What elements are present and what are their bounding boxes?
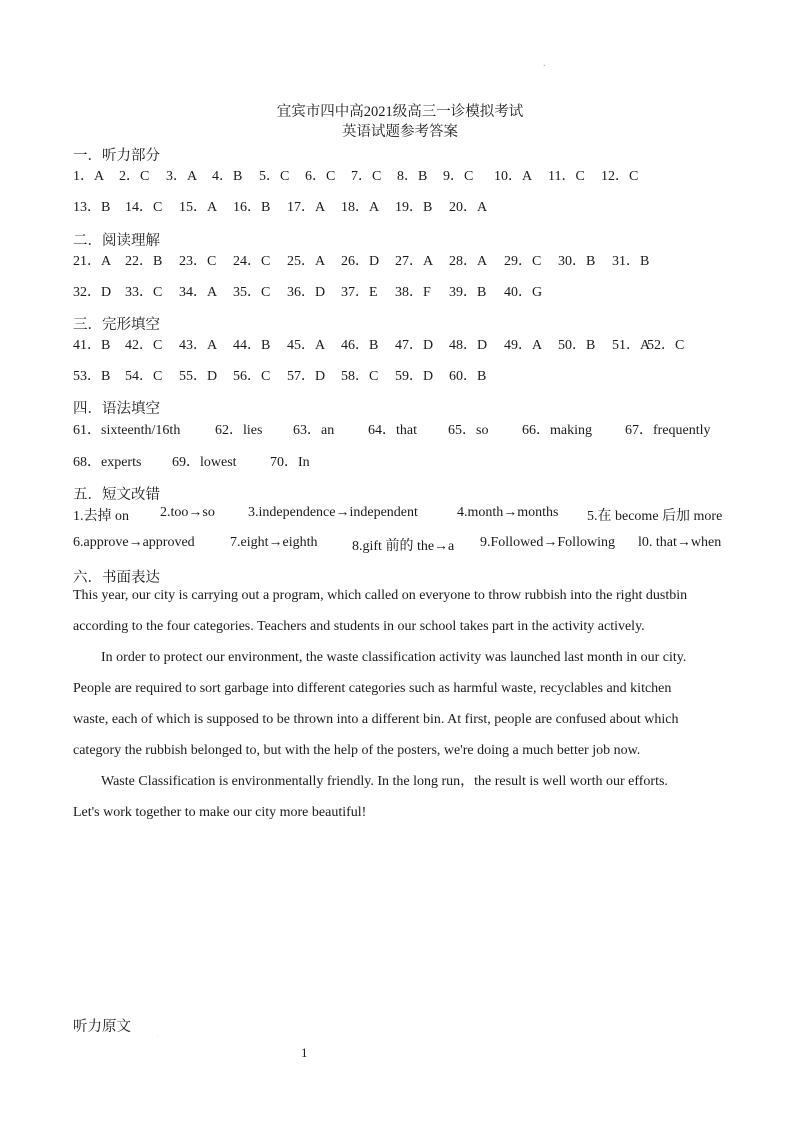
answer-item: 6．C: [305, 169, 336, 184]
answer-item: 6.approve→approved: [73, 535, 195, 550]
answer-item: 43．A: [179, 338, 218, 353]
answer-item: 32．D: [73, 285, 112, 300]
page-title: 宜宾市四中高2021级高三一诊模拟考试: [276, 104, 524, 120]
answer-item: 49．A: [504, 338, 543, 353]
answer-item: 35．C: [233, 285, 271, 300]
answer-item: 37．E: [341, 285, 378, 300]
answer-item: 8．B: [397, 169, 428, 184]
answer-item: 7．C: [351, 169, 382, 184]
answer-item: 65．so: [448, 423, 489, 438]
answer-item: 46．B: [341, 338, 379, 353]
answer-item: 11．C: [548, 169, 585, 184]
answer-item: 5.在 become 后加 more: [587, 509, 723, 524]
passage-line: according to the four categories. Teachers and students in our school takes part in the activity actively.: [73, 619, 645, 634]
answer-item: 18．A: [341, 200, 380, 215]
passage-line: This year, our city is carrying out a program, which called on everyone to throw rubbish into the right dustbin: [73, 588, 688, 603]
answer-item: 9.Followed→Following: [480, 535, 615, 550]
answer-item: 20．A: [449, 200, 488, 215]
answer-item: 70．In: [270, 455, 310, 470]
section-heading-correction: 五．短文改错: [73, 487, 160, 503]
passage-line: category the rubbish belonged to, but with the help of the posters, we're doing a much better job now.: [73, 743, 641, 758]
answer-item: 69．lowest: [172, 455, 237, 470]
answer-item: 2．C: [119, 169, 150, 184]
answer-item: 8.gift 前的 the→a: [352, 539, 455, 554]
answer-item: 42．C: [125, 338, 163, 353]
answer-item: 62．lies: [215, 423, 263, 438]
passage-line: Let's work together to make our city more beautiful!: [73, 805, 367, 820]
section-heading-reading: 二．阅读理解: [73, 233, 160, 249]
answer-item: 51．A: [612, 338, 651, 353]
scan-speck: .: [157, 1033, 159, 1039]
answer-item: 7.eight→eighth: [230, 535, 318, 550]
answer-item: 2.too→so: [160, 505, 215, 520]
answer-item: 47．D: [395, 338, 434, 353]
answer-item: 45．A: [287, 338, 326, 353]
answer-item: 1.去掉 on: [73, 509, 129, 524]
answer-item: 56．C: [233, 369, 271, 384]
answer-item: 3．A: [166, 169, 198, 184]
answer-item: 39．B: [449, 285, 487, 300]
answer-item: 58．C: [341, 369, 379, 384]
scan-speck: .: [543, 58, 546, 69]
section-heading-cloze: 三．完形填空: [73, 317, 160, 333]
answer-item: 53．B: [73, 369, 111, 384]
answer-item: 26．D: [341, 254, 380, 269]
answer-item: 50．B: [558, 338, 596, 353]
answer-item: 63．an: [293, 423, 335, 438]
answer-item: 52．C: [647, 338, 685, 353]
answer-item: 21．A: [73, 254, 112, 269]
answer-item: 59．D: [395, 369, 434, 384]
answer-item: 3.independence→independent: [248, 505, 418, 520]
answer-item: 4.month→months: [457, 505, 559, 520]
answer-item: 60．B: [449, 369, 487, 384]
answer-item: 12．C: [601, 169, 639, 184]
answer-item: 25．A: [287, 254, 326, 269]
answer-item: 48．D: [449, 338, 488, 353]
answer-item: 36．D: [287, 285, 326, 300]
answer-item: 22．B: [125, 254, 163, 269]
answer-item: l0. that→when: [638, 535, 722, 550]
section-heading-writing: 六．书面表达: [73, 570, 160, 586]
answer-item: 15．A: [179, 200, 218, 215]
answer-item: 54．C: [125, 369, 163, 384]
answer-item: 64．that: [368, 423, 417, 438]
section-heading-listening: 一．听力部分: [73, 148, 160, 164]
passage-line: In order to protect our environment, the waste classification activity was launched last month in our city.: [101, 650, 687, 665]
answer-item: 28．A: [449, 254, 488, 269]
passage-line: Waste Classification is environmentally friendly. In the long run，the result is well worth our efforts.: [101, 774, 668, 789]
answer-item: 61．sixteenth/16th: [73, 423, 181, 438]
answer-item: 33．C: [125, 285, 163, 300]
answer-item: 30．B: [558, 254, 596, 269]
answer-item: 38．F: [395, 285, 431, 300]
answer-item: 34．A: [179, 285, 218, 300]
section-heading-grammar: 四．语法填空: [73, 401, 160, 417]
answer-item: 14．C: [125, 200, 163, 215]
answer-item: 29．C: [504, 254, 542, 269]
answer-item: 5．C: [259, 169, 290, 184]
writing-passage: [73, 580, 733, 828]
answer-item: 67．frequently: [625, 423, 711, 438]
answer-item: 55．D: [179, 369, 218, 384]
answer-item: 68．experts: [73, 455, 142, 470]
answer-item: 41．B: [73, 338, 111, 353]
answer-item: 40．G: [504, 285, 543, 300]
answer-item: 9．C: [443, 169, 474, 184]
answer-item: 24．C: [233, 254, 271, 269]
answer-item: 4．B: [212, 169, 243, 184]
answer-item: 57．D: [287, 369, 326, 384]
answer-item: 16．B: [233, 200, 271, 215]
answer-item: 27．A: [395, 254, 434, 269]
listening-transcript-label: 听力原文: [73, 1019, 131, 1035]
answer-item: 13．B: [73, 200, 111, 215]
answer-item: 10．A: [494, 169, 533, 184]
page-number: 1: [301, 1045, 308, 1060]
answer-item: 17．A: [287, 200, 326, 215]
answer-item: 31．B: [612, 254, 650, 269]
passage-line: waste, each of which is supposed to be thrown into a different bin. At first, people are confused about which: [73, 712, 679, 727]
page-subtitle: 英语试题参考答案: [342, 124, 458, 140]
answer-item: 66．making: [522, 423, 592, 438]
answer-item: 23．C: [179, 254, 217, 269]
answer-item: 19．B: [395, 200, 433, 215]
answer-item: 1．A: [73, 169, 105, 184]
answer-item: 44．B: [233, 338, 271, 353]
passage-line: People are required to sort garbage into different categories such as harmful waste, recyclables and kitchen: [73, 681, 672, 696]
